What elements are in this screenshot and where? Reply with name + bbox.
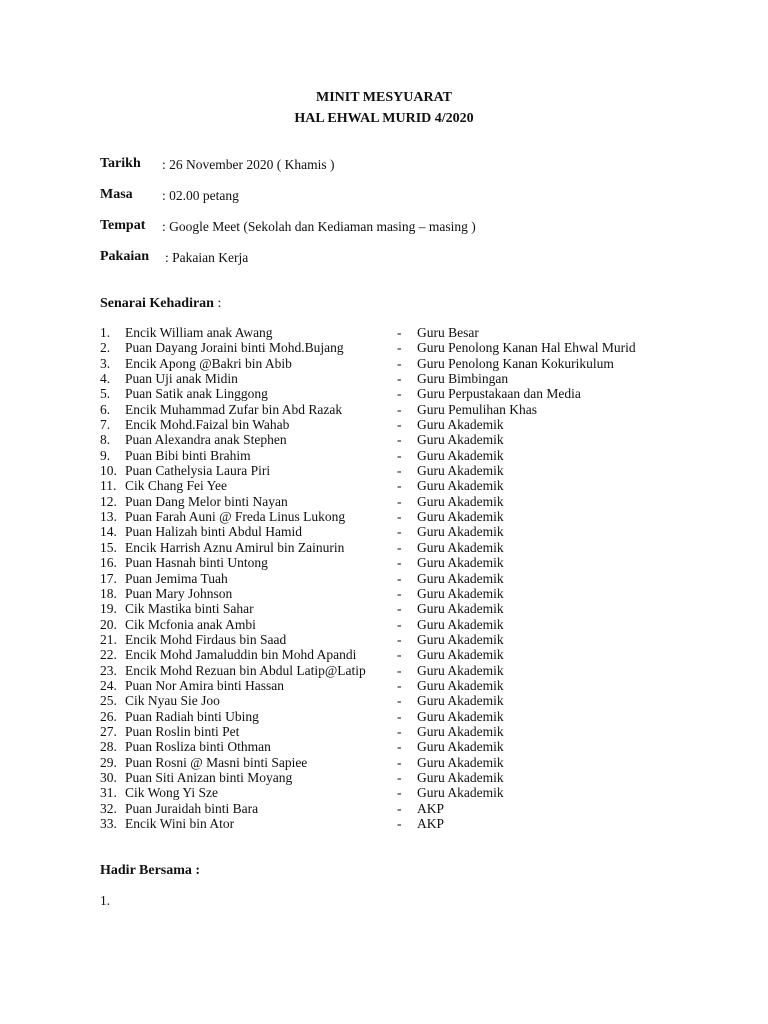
attendance-row bbox=[0, 478, 768, 493]
attendance-role: Guru Akademik bbox=[417, 662, 504, 678]
attendance-number: 10. bbox=[100, 463, 117, 479]
attendance-number: 12. bbox=[100, 493, 117, 509]
attendance-row bbox=[0, 770, 768, 785]
attendance-number: 2. bbox=[100, 340, 111, 356]
attendance-role: Guru Akademik bbox=[417, 585, 504, 601]
attendance-role: Guru Akademik bbox=[417, 769, 504, 785]
attendance-name: Puan Nor Amira binti Hassan bbox=[125, 677, 284, 693]
attendance-row bbox=[0, 448, 768, 463]
attendance-separator: - bbox=[397, 570, 402, 586]
attendance-name: Puan Satik anak Linggong bbox=[125, 386, 268, 402]
attendance-row bbox=[0, 356, 768, 371]
attendance-role: Guru Akademik bbox=[417, 693, 504, 709]
attendance-name: Puan Halizah binti Abdul Hamid bbox=[125, 524, 302, 540]
attendance-separator: - bbox=[397, 631, 402, 647]
attendance-number: 29. bbox=[100, 754, 117, 770]
pakaian-label: Pakaian bbox=[100, 249, 150, 264]
attendance-name: Puan Mary Johnson bbox=[125, 585, 233, 601]
attendance-role: Guru Akademik bbox=[417, 754, 504, 770]
attendance-separator: - bbox=[397, 355, 402, 371]
attendance-separator: - bbox=[397, 816, 402, 831]
attendance-name: Puan Roslin binti Pet bbox=[125, 723, 240, 739]
attendance-separator: - bbox=[397, 800, 402, 816]
attendance-number: 9. bbox=[100, 447, 111, 463]
attendance-separator: - bbox=[397, 677, 402, 693]
attendance-number: 28. bbox=[100, 739, 117, 755]
attendance-name: Puan Dang Melor binti Nayan bbox=[125, 493, 288, 509]
attendance-name: Puan Radiah binti Ubing bbox=[125, 708, 259, 724]
attendance-role: Guru Akademik bbox=[417, 493, 504, 509]
attendance-number: 23. bbox=[100, 662, 117, 678]
attendance-number: 5. bbox=[100, 386, 111, 402]
attendance-separator: - bbox=[397, 509, 402, 525]
attendance-name: Encik Wini bin Ator bbox=[125, 816, 235, 831]
attendance-number: 22. bbox=[100, 647, 117, 663]
attendance-name: Encik Mohd Firdaus bin Saad bbox=[125, 631, 287, 647]
attendance-number: 26. bbox=[100, 708, 117, 724]
attendance-role: Guru Akademik bbox=[417, 616, 504, 632]
attendance-name: Cik Wong Yi Sze bbox=[125, 785, 219, 801]
attendance-role: Guru Akademik bbox=[417, 463, 504, 479]
attendance-number: 4. bbox=[100, 371, 111, 387]
attendance-role: Guru Akademik bbox=[417, 677, 504, 693]
attendance-role: Guru Akademik bbox=[417, 647, 504, 663]
attendance-row bbox=[0, 663, 768, 678]
attendance-separator: - bbox=[397, 723, 402, 739]
attendance-separator: - bbox=[397, 693, 402, 709]
attendance-separator: - bbox=[397, 386, 402, 402]
attendance-name: Puan Rosliza binti Othman bbox=[125, 739, 271, 755]
attendance-row bbox=[0, 724, 768, 739]
attendance-row bbox=[0, 755, 768, 770]
attendance-role: Guru Akademik bbox=[417, 708, 504, 724]
attendance-name: Puan Dayang Joraini binti Mohd.Bujang bbox=[125, 340, 344, 356]
attendance-separator: - bbox=[397, 769, 402, 785]
hadir-bersama-heading: Hadir Bersama : bbox=[100, 863, 201, 878]
attendance-row bbox=[0, 494, 768, 509]
attendance-name: Encik Apong @Bakri bin Abib bbox=[125, 355, 292, 371]
attendance-name: Puan Jemima Tuah bbox=[125, 570, 228, 586]
attendance-role: Guru Akademik bbox=[417, 524, 504, 540]
attendance-name: Encik William anak Awang bbox=[125, 325, 273, 340]
attendance-number: 33. bbox=[100, 816, 117, 831]
attendance-name: Cik Mcfonia anak Ambi bbox=[125, 616, 256, 632]
attendance-row bbox=[0, 417, 768, 432]
attendance-row bbox=[0, 402, 768, 417]
attendance-role: Guru Akademik bbox=[417, 570, 504, 586]
attendance-name: Encik Muhammad Zufar bin Abd Razak bbox=[125, 401, 343, 417]
attendance-name: Puan Uji anak Midin bbox=[125, 371, 238, 387]
hadir-bersama-item-number: 1. bbox=[100, 893, 111, 908]
attendance-row bbox=[0, 571, 768, 586]
tarikh-label: Tarikh bbox=[100, 156, 141, 171]
attendance-row bbox=[0, 647, 768, 662]
attendance-row bbox=[0, 632, 768, 647]
attendance-name: Puan Bibi binti Brahim bbox=[125, 447, 251, 463]
attendance-role: Guru Bimbingan bbox=[417, 371, 509, 387]
attendance-number: 32. bbox=[100, 800, 117, 816]
attendance-heading bbox=[100, 296, 221, 312]
attendance-role: Guru Akademik bbox=[417, 723, 504, 739]
attendance-separator: - bbox=[397, 463, 402, 479]
attendance-separator: - bbox=[397, 708, 402, 724]
attendance-separator: - bbox=[397, 325, 402, 340]
attendance-heading-text: Senarai Kehadiran bbox=[100, 296, 214, 311]
attendance-separator: - bbox=[397, 478, 402, 494]
attendance-separator: - bbox=[397, 340, 402, 356]
attendance-separator: - bbox=[397, 539, 402, 555]
attendance-name: Encik Harrish Aznu Amirul bin Zainurin bbox=[125, 539, 345, 555]
masa-label: Masa bbox=[100, 187, 133, 202]
attendance-row bbox=[0, 325, 768, 340]
tarikh-value: : 26 November 2020 ( Khamis ) bbox=[162, 157, 335, 172]
attendance-name: Encik Mohd Jamaluddin bin Mohd Apandi bbox=[125, 647, 357, 663]
attendance-number: 8. bbox=[100, 432, 111, 448]
attendance-separator: - bbox=[397, 432, 402, 448]
attendance-row bbox=[0, 340, 768, 355]
attendance-name: Puan Siti Anizan binti Moyang bbox=[125, 769, 293, 785]
attendance-number: 21. bbox=[100, 631, 117, 647]
attendance-name: Encik Mohd Rezuan bin Abdul Latip@Latip bbox=[125, 662, 366, 678]
attendance-number: 19. bbox=[100, 601, 117, 617]
attendance-row bbox=[0, 463, 768, 478]
attendance-number: 14. bbox=[100, 524, 117, 540]
tempat-label: Tempat bbox=[100, 218, 146, 233]
attendance-separator: - bbox=[397, 417, 402, 433]
attendance-row bbox=[0, 540, 768, 555]
attendance-role: AKP bbox=[417, 816, 445, 831]
masa-value: : 02.00 petang bbox=[162, 188, 239, 203]
attendance-role: Guru Akademik bbox=[417, 555, 504, 571]
attendance-name: Cik Mastika binti Sahar bbox=[125, 601, 254, 617]
attendance-row bbox=[0, 509, 768, 524]
attendance-number: 7. bbox=[100, 417, 111, 433]
attendance-role: Guru Akademik bbox=[417, 631, 504, 647]
attendance-number: 27. bbox=[100, 723, 117, 739]
attendance-role: Guru Akademik bbox=[417, 478, 504, 494]
attendance-name: Cik Nyau Sie Joo bbox=[125, 693, 220, 709]
attendance-row bbox=[0, 524, 768, 539]
attendance-row bbox=[0, 801, 768, 816]
attendance-row bbox=[0, 601, 768, 616]
attendance-row bbox=[0, 371, 768, 386]
attendance-row bbox=[0, 709, 768, 724]
attendance-role: AKP bbox=[417, 800, 445, 816]
attendance-row bbox=[0, 617, 768, 632]
attendance-row bbox=[0, 739, 768, 754]
attendance-number: 16. bbox=[100, 555, 117, 571]
pakaian-value: : Pakaian Kerja bbox=[165, 250, 249, 265]
attendance-row bbox=[0, 432, 768, 447]
attendance-name: Puan Farah Auni @ Freda Linus Lukong bbox=[125, 509, 346, 525]
attendance-role: Guru Perpustakaan dan Media bbox=[417, 386, 581, 402]
attendance-number: 15. bbox=[100, 539, 117, 555]
attendance-separator: - bbox=[397, 754, 402, 770]
attendance-role: Guru Akademik bbox=[417, 539, 504, 555]
attendance-role: Guru Akademik bbox=[417, 447, 504, 463]
attendance-number: 11. bbox=[100, 478, 117, 494]
attendance-name: Encik Mohd.Faizal bin Wahab bbox=[125, 417, 290, 433]
attendance-name: Puan Rosni @ Masni binti Sapiee bbox=[125, 754, 308, 770]
attendance-separator: - bbox=[397, 616, 402, 632]
attendance-name: Puan Cathelysia Laura Piri bbox=[125, 463, 271, 479]
attendance-number: 31. bbox=[100, 785, 117, 801]
attendance-list bbox=[0, 325, 768, 831]
attendance-separator: - bbox=[397, 447, 402, 463]
attendance-number: 30. bbox=[100, 769, 117, 785]
attendance-role: Guru Akademik bbox=[417, 509, 504, 525]
attendance-number: 17. bbox=[100, 570, 117, 586]
attendance-role: Guru Akademik bbox=[417, 417, 504, 433]
tempat-value: : Google Meet (Sekolah dan Kediaman masing – masing ) bbox=[162, 219, 476, 234]
attendance-name: Puan Alexandra anak Stephen bbox=[125, 432, 287, 448]
attendance-row bbox=[0, 555, 768, 570]
attendance-separator: - bbox=[397, 601, 402, 617]
attendance-separator: - bbox=[397, 493, 402, 509]
attendance-separator: - bbox=[397, 585, 402, 601]
attendance-heading-colon: : bbox=[213, 296, 222, 311]
attendance-number: 20. bbox=[100, 616, 117, 632]
attendance-role: Guru Besar bbox=[417, 325, 479, 340]
attendance-separator: - bbox=[397, 785, 402, 801]
attendance-row bbox=[0, 678, 768, 693]
attendance-separator: - bbox=[397, 739, 402, 755]
attendance-separator: - bbox=[397, 662, 402, 678]
attendance-role: Guru Penolong Kanan Hal Ehwal Murid bbox=[417, 340, 636, 356]
attendance-separator: - bbox=[397, 401, 402, 417]
document-title: MINIT MESYUARAT bbox=[316, 90, 452, 105]
attendance-separator: - bbox=[397, 524, 402, 540]
attendance-number: 25. bbox=[100, 693, 117, 709]
attendance-name: Puan Hasnah binti Untong bbox=[125, 555, 268, 571]
attendance-number: 13. bbox=[100, 509, 117, 525]
attendance-row bbox=[0, 816, 768, 831]
attendance-row bbox=[0, 586, 768, 601]
attendance-number: 18. bbox=[100, 585, 117, 601]
attendance-name: Cik Chang Fei Yee bbox=[125, 478, 228, 494]
document-subtitle: HAL EHWAL MURID 4/2020 bbox=[294, 111, 474, 126]
attendance-separator: - bbox=[397, 371, 402, 387]
attendance-role: Guru Akademik bbox=[417, 432, 504, 448]
attendance-number: 6. bbox=[100, 401, 111, 417]
attendance-separator: - bbox=[397, 555, 402, 571]
attendance-row bbox=[0, 386, 768, 401]
attendance-name: Puan Juraidah binti Bara bbox=[125, 800, 259, 816]
attendance-row bbox=[0, 693, 768, 708]
attendance-role: Guru Akademik bbox=[417, 739, 504, 755]
attendance-number: 24. bbox=[100, 677, 117, 693]
attendance-role: Guru Penolong Kanan Kokurikulum bbox=[417, 355, 614, 371]
attendance-separator: - bbox=[397, 647, 402, 663]
attendance-number: 1. bbox=[100, 325, 111, 340]
attendance-number: 3. bbox=[100, 355, 111, 371]
attendance-row bbox=[0, 785, 768, 800]
attendance-role: Guru Pemulihan Khas bbox=[417, 401, 537, 417]
attendance-role: Guru Akademik bbox=[417, 601, 504, 617]
attendance-role: Guru Akademik bbox=[417, 785, 504, 801]
